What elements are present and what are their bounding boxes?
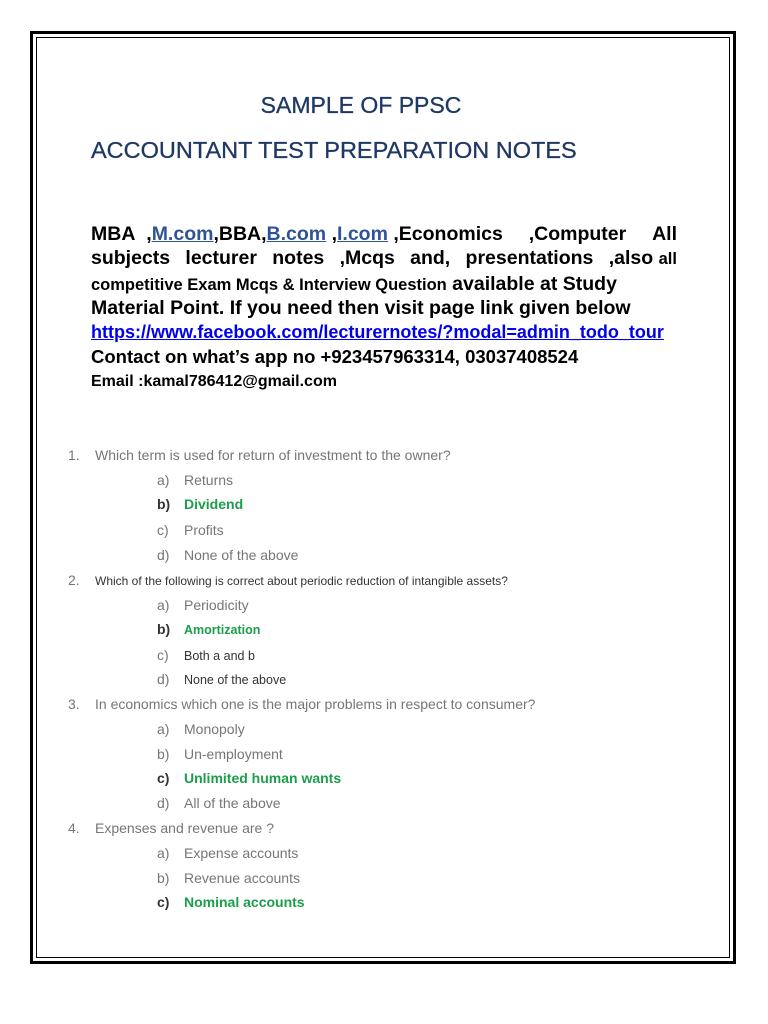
option-text: None of the above	[184, 547, 299, 563]
info-text: MBA	[91, 223, 136, 245]
option-letter: d)	[157, 795, 170, 811]
correct-answer-text: Amortization	[184, 623, 261, 637]
option-text: Monopoly	[184, 721, 245, 737]
info-text: ,Computer	[528, 223, 627, 245]
option-letter: a)	[157, 472, 170, 488]
bcom-link[interactable]: B.com	[266, 223, 327, 245]
info-line-4: Material Point. If you need then visit page link given below	[91, 297, 631, 319]
option-1a	[157, 472, 233, 488]
option-letter: c)	[157, 770, 170, 786]
correct-answer-text: Dividend	[184, 496, 244, 512]
question-number: 3.	[68, 696, 80, 712]
question-text: Which of the following is correct about periodic reduction of intangible assets?	[95, 574, 508, 588]
info-text: all	[658, 250, 677, 268]
option-letter: a)	[157, 845, 170, 861]
option-letter: d)	[157, 547, 170, 563]
question-4	[68, 820, 274, 836]
question-text: Which term is used for return of investment to the owner?	[95, 447, 451, 463]
option-text: Un-employment	[184, 746, 283, 762]
option-letter: b)	[157, 496, 171, 512]
icom-link[interactable]: I.com	[337, 223, 388, 245]
info-line-3	[91, 273, 677, 296]
option-1c	[157, 522, 224, 538]
question-number: 1.	[68, 447, 80, 463]
option-letter: c)	[157, 522, 169, 538]
page-subtitle: ACCOUNTANT TEST PREPARATION NOTES	[91, 137, 577, 163]
option-letter: d)	[157, 671, 170, 687]
option-text: Expense accounts	[184, 845, 299, 861]
info-line-2	[91, 247, 677, 270]
option-2b-correct	[157, 621, 260, 637]
info-text: lecturer	[185, 247, 257, 269]
option-3b	[157, 746, 283, 762]
facebook-link[interactable]	[91, 322, 664, 343]
option-text: Returns	[184, 472, 234, 488]
info-text: notes	[272, 247, 325, 269]
option-letter: b)	[157, 621, 171, 637]
option-1d	[157, 547, 298, 563]
option-4b	[157, 870, 300, 886]
option-1b-correct	[157, 496, 243, 512]
email-line: Email :kamal786412@gmail.com	[91, 373, 337, 390]
facebook-link-text[interactable]: https://www.facebook.com/lecturernotes/?modal=admin_todo_tour	[91, 322, 664, 342]
option-3d	[157, 795, 281, 811]
option-text: Periodicity	[184, 597, 249, 613]
info-line-1	[91, 223, 677, 246]
option-letter: c)	[157, 647, 169, 663]
option-4c-correct	[157, 894, 305, 910]
info-text: competitive Exam Mcqs & Interview Question	[91, 276, 447, 294]
question-number: 2.	[68, 572, 80, 588]
option-2a	[157, 597, 249, 613]
info-text: All	[652, 223, 677, 245]
option-3c-correct	[157, 770, 341, 786]
option-text: None of the above	[184, 673, 287, 687]
option-letter: a)	[157, 597, 170, 613]
question-1	[68, 447, 451, 463]
info-text: presentations	[465, 247, 594, 269]
correct-answer-text: Unlimited human wants	[184, 770, 342, 786]
option-3a	[157, 721, 245, 737]
option-2c	[157, 647, 255, 663]
page-title: SAMPLE OF PPSC	[260, 92, 462, 118]
option-4a	[157, 845, 298, 861]
question-2	[68, 572, 508, 588]
option-text: Revenue accounts	[184, 870, 300, 886]
info-text: ,also	[608, 247, 654, 269]
info-text: ,	[146, 223, 152, 245]
question-3	[68, 696, 535, 712]
question-text: Expenses and revenue are ?	[95, 820, 275, 836]
option-letter: b)	[157, 746, 170, 762]
info-text: ,BBA,	[213, 223, 267, 245]
option-letter: b)	[157, 870, 170, 886]
info-text: available at Study	[446, 273, 617, 295]
mcom-link[interactable]: M.com	[151, 223, 214, 245]
contact-line: Contact on what’s app no +923457963314, 03037408524	[91, 346, 579, 367]
option-letter: a)	[157, 721, 170, 737]
option-text: All of the above	[184, 795, 281, 811]
option-letter: c)	[157, 894, 170, 910]
option-text: Both a and b	[184, 649, 255, 663]
question-number: 4.	[68, 820, 80, 836]
info-text: subjects	[91, 247, 171, 269]
info-text: and,	[410, 247, 451, 269]
info-text: ,Mcqs	[339, 247, 395, 269]
option-2d	[157, 671, 286, 687]
correct-answer-text: Nominal accounts	[184, 894, 305, 910]
question-text: In economics which one is the major problems in respect to consumer?	[95, 696, 536, 712]
option-text: Profits	[184, 522, 224, 538]
info-text: ,Economics	[393, 223, 503, 245]
info-text: ,	[331, 223, 337, 245]
